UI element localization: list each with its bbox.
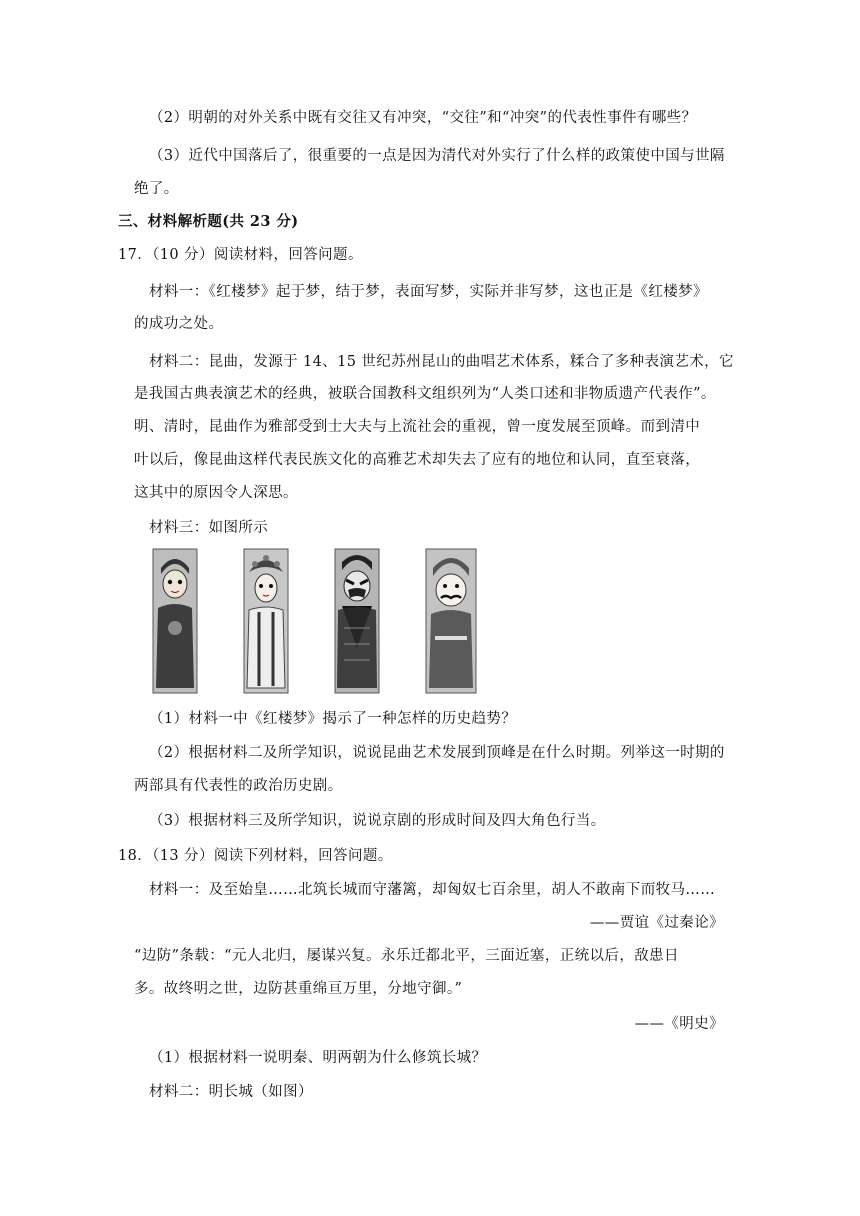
question-16-part-2: （2）明朝的对外关系中既有交往又有冲突，“交往”和“冲突”的代表性事件有哪些？ <box>149 110 697 126</box>
opera-figure-dan <box>243 548 289 694</box>
material-2-line-4: 叶以后，像昆曲这样代表民族文化的高雅艺术却失去了应有的地位和认同，直至衰落， <box>134 452 701 468</box>
question-17-part-3: （3）根据材料三及所学知识，说说京剧的形成时间及四大角色行当。 <box>149 813 606 829</box>
material-18-1: 材料一：及至始皇……北筑长城而守藩篱，却匈奴七百余里，胡人不敢南下而牧马…… <box>149 882 716 898</box>
question-17-part-2-cont: 两部具有代表性的政治历史剧。 <box>134 778 343 794</box>
material-2-line-1: 材料二：昆曲，发源于 14、15 世纪苏州昆山的曲唱艺术体系，糅合了多种表演艺术，它 <box>149 354 734 370</box>
question-18-part-1: （1）根据材料一说明秦、明两朝为什么修筑长城？ <box>149 1050 487 1066</box>
question-18-title: 18．（13 分）阅读下列材料，回答问题。 <box>118 848 393 864</box>
question-17-part-2: （2）根据材料二及所学知识，说说昆曲艺术发展到顶峰是在什么时期。列举这一时期的 <box>149 745 725 761</box>
question-17-part-1: （1）材料一中《红楼梦》揭示了一种怎样的历史趋势？ <box>149 711 517 727</box>
ming-shi-quote-line-1: “边防”条载：“元人北归，屡谋兴复。永乐迁都北平，三面近塞，正统以后，敌患日 <box>134 948 679 964</box>
material-2-line-3: 明、清时，昆曲作为雅部受到士大夫与上流社会的重视，曾一度发展至顶峰。而到清中 <box>134 419 701 435</box>
material-18-2: 材料二：明长城（如图） <box>149 1084 313 1100</box>
material-1-line-1: 材料一：《红楼梦》起于梦，结于梦，表面写梦，实际并非写梦，这也正是《红楼梦》 <box>149 284 708 300</box>
material-3-label: 材料三：如图所示 <box>149 520 269 536</box>
question-16-part-3: （3）近代中国落后了，很重要的一点是因为清代对外实行了什么样的政策使中国与世隔 <box>149 148 725 164</box>
ming-shi-quote-line-2: 多。故终明之世，边防甚重绵亘万里，分地守御。” <box>134 981 463 997</box>
opera-figure-jing <box>334 548 380 694</box>
opera-figures-image <box>152 548 482 694</box>
opera-figure-sheng <box>152 548 198 694</box>
question-17-title: 17．（10 分）阅读材料，回答问题。 <box>118 247 363 263</box>
material-2-line-5: 这其中的原因令人深思。 <box>134 485 298 501</box>
material-1-line-2: 的成功之处。 <box>134 316 224 332</box>
source-citation-1: ——贾谊《过秦论》 <box>589 915 724 931</box>
question-16-part-3-cont: 绝了。 <box>134 181 179 197</box>
opera-figure-chou <box>425 548 477 694</box>
source-citation-2: ——《明史》 <box>634 1016 724 1032</box>
section-heading: 三、材料解析题(共 23 分) <box>118 213 299 230</box>
material-2-line-2: 是我国古典表演艺术的经典，被联合国教科文组织列为“人类口述和非物质遗产代表作”。 <box>134 386 716 402</box>
